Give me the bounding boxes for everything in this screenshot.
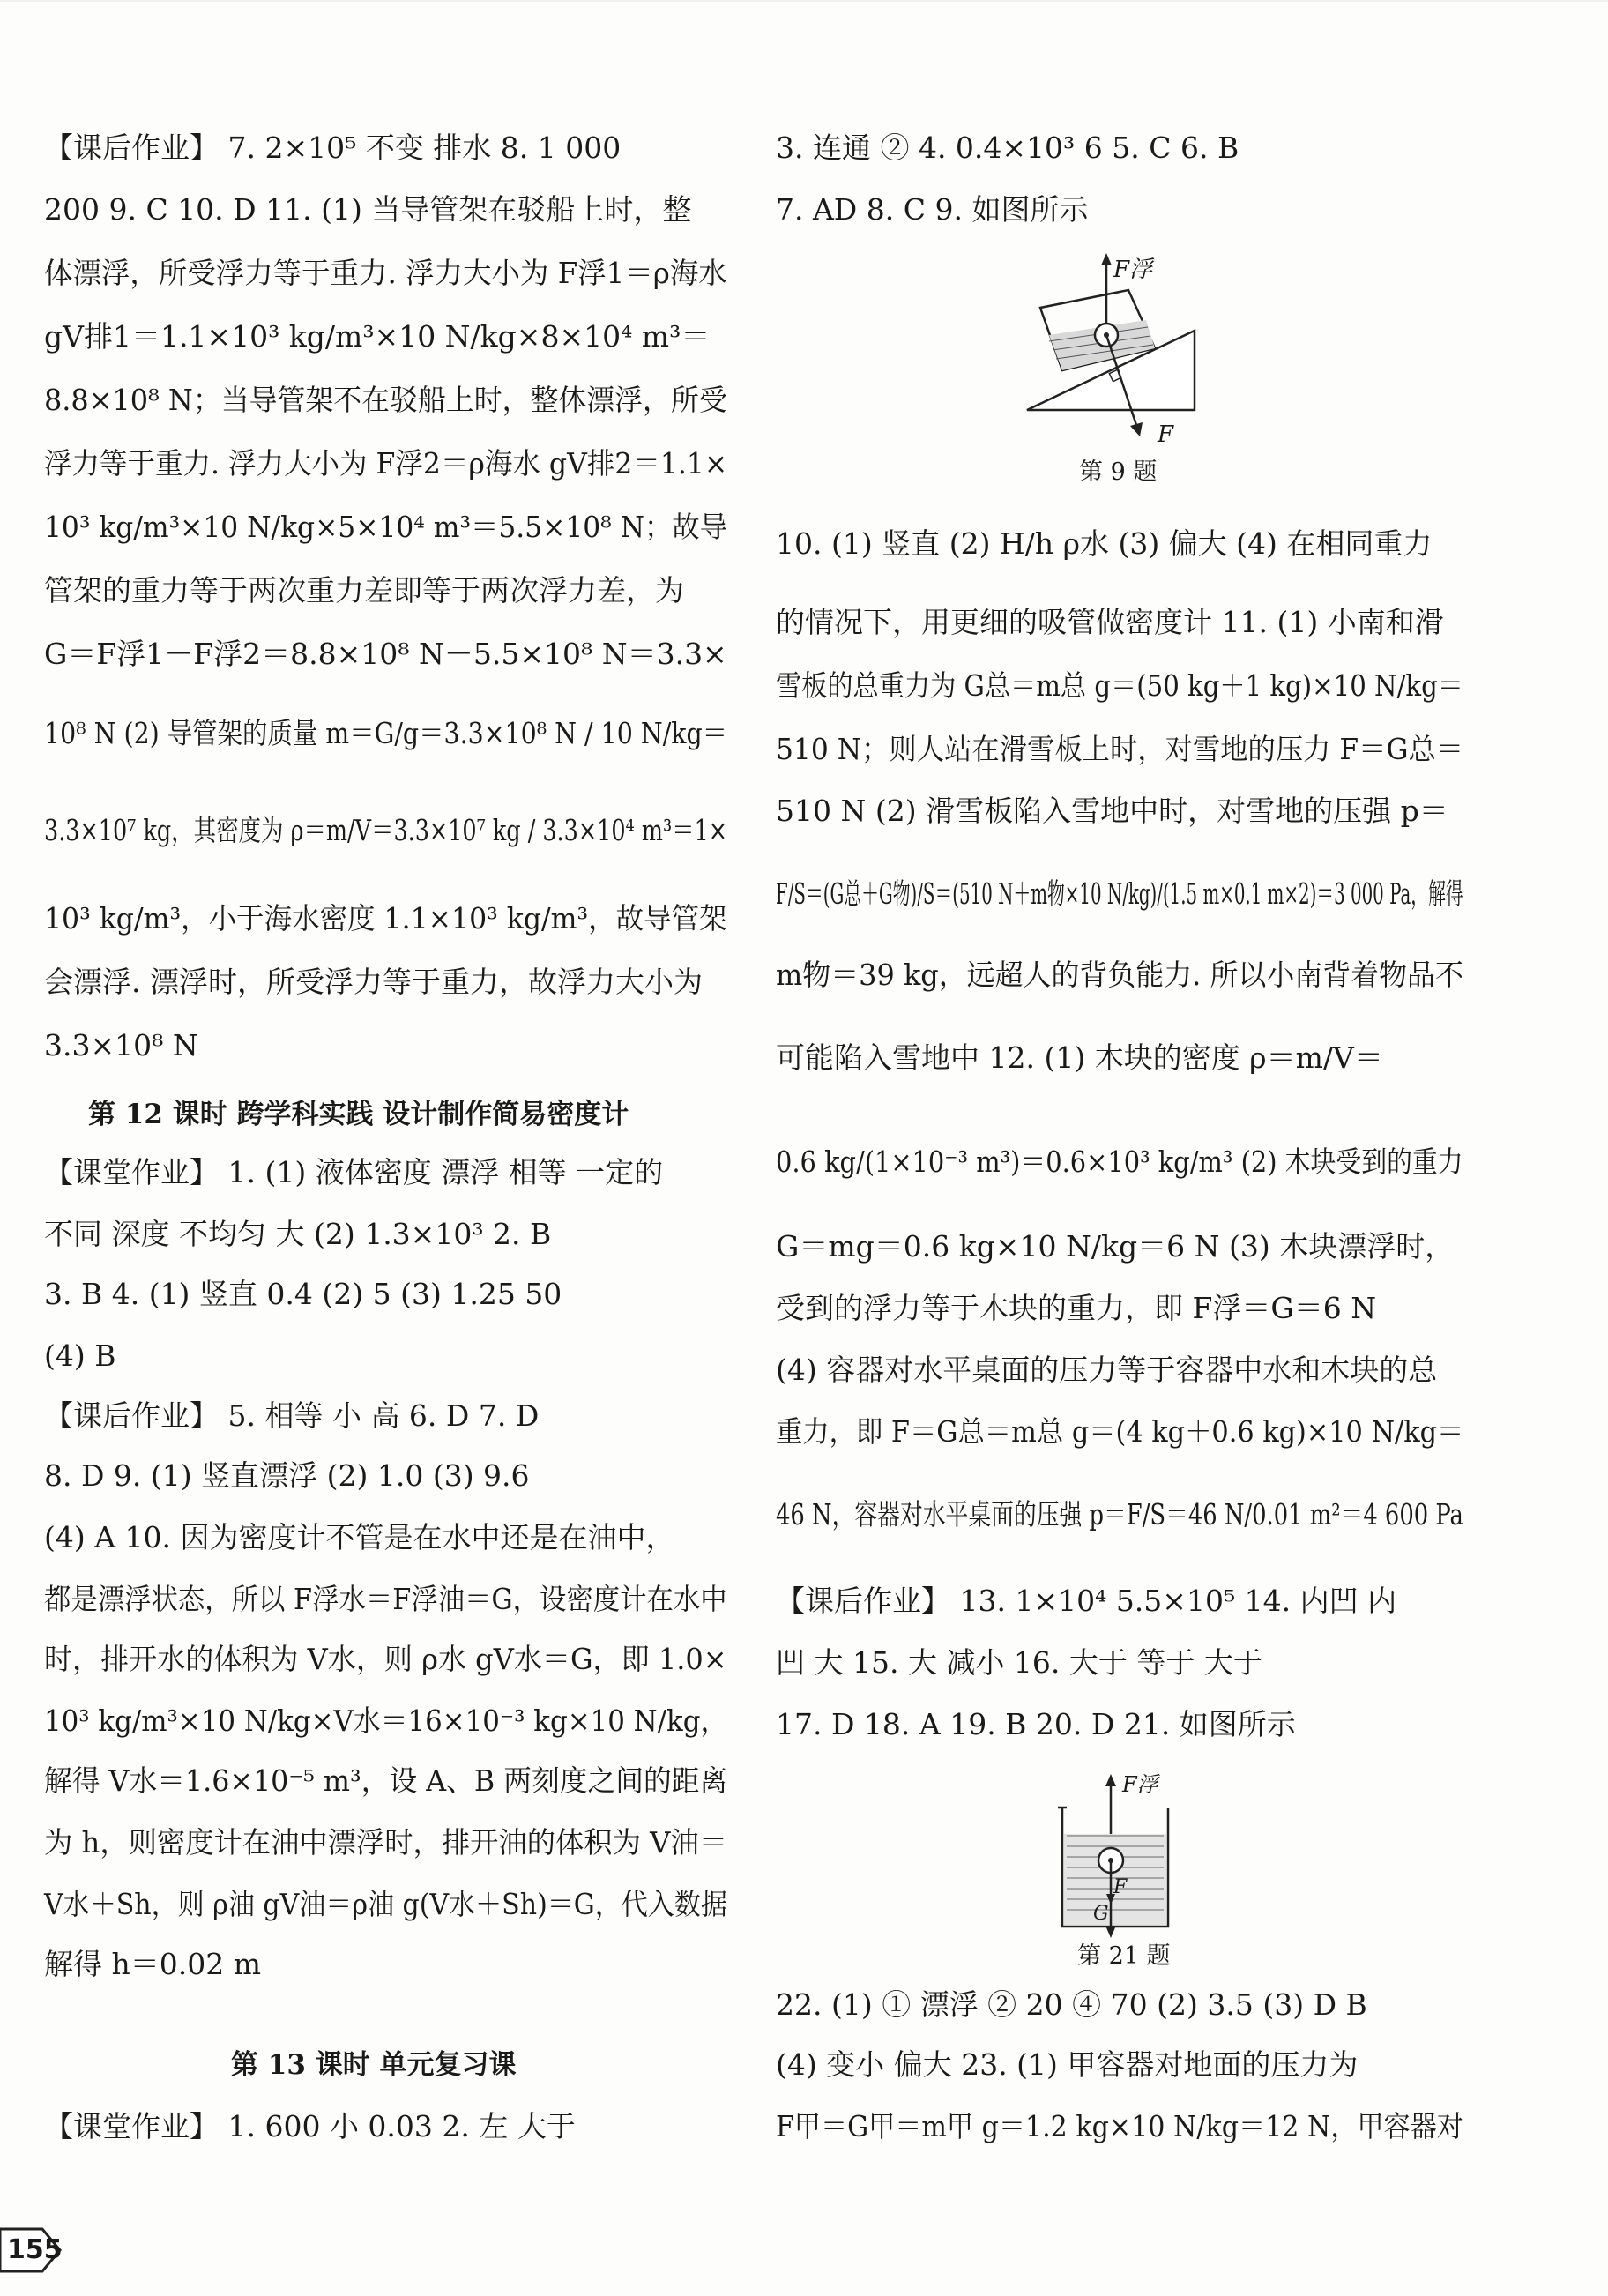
text-line: 解得 h＝0.02 m	[44, 1947, 262, 1981]
fig9-label-f: F	[1158, 421, 1174, 448]
arrow-head-up	[1106, 1774, 1116, 1786]
text-line: 17. D 18. A 19. B 20. D 21. 如图所示	[776, 1707, 1296, 1741]
fig21-label-f: F	[1113, 1876, 1128, 1898]
text-line: 10³ kg/m³，小于海水密度 1.1×10³ kg/m³，故导管架	[44, 901, 727, 936]
text-line: 体漂浮，所受浮力等于重力. 浮力大小为 F浮1＝ρ海水	[44, 256, 727, 290]
text-line: 8. D 9. (1) 竖直漂浮 (2) 1.0 (3) 9.6	[44, 1458, 530, 1493]
text-line: 10⁸ N (2) 导管架的质量 m＝G/g＝3.3×10⁸ N / 10 N/kg＝	[44, 716, 728, 750]
text-line: 3.3×10⁷ kg，其密度为 ρ＝m/V＝3.3×10⁷ kg / 3.3×10⁴ m³＝1×	[44, 813, 728, 847]
text-line: 3.3×10⁸ N	[44, 1028, 198, 1062]
text-line: m物＝39 kg，远超人的背负能力. 所以小南背着物品不	[776, 958, 1463, 992]
text-line: 510 N (2) 滑雪板陷入雪地中时，对雪地的压强 p＝	[776, 794, 1448, 828]
arrow-head-up	[1101, 253, 1112, 265]
fig9-caption: 第 9 题	[1079, 458, 1158, 486]
text-line: 200 9. C 10. D 11. (1) 当导管架在驳船上时，整	[44, 192, 692, 227]
text-line: 0.6 kg/(1×10⁻³ m³)＝0.6×10³ kg/m³ (2) 木块受到的重力	[776, 1144, 1463, 1179]
fig21-label-buoyancy: F浮	[1122, 1772, 1158, 1797]
text-line: 不同 深度 不均匀 大 (2) 1.3×10³ 2. B	[44, 1217, 552, 1251]
text-line: F甲＝G甲＝m甲 g＝1.2 kg×10 N/kg＝12 N，甲容器对	[776, 2109, 1463, 2143]
text-line: 重力，即 F＝G总＝m总 g＝(4 kg＋0.6 kg)×10 N/kg＝	[776, 1414, 1464, 1449]
text-line: 【课堂作业】 1. (1) 液体密度 漂浮 相等 一定的	[44, 1155, 664, 1189]
text-line: F/S＝(G总＋G物)/S＝(510 N＋m物×10 N/kg)/(1.5 m×0.1 m×2)＝3 000 Pa，解得	[776, 876, 1463, 911]
text-line: 510 N；则人站在滑雪板上时，对雪地的压力 F＝G总＝	[776, 732, 1464, 766]
text-line: 受到的浮力等于木块的重力，即 F浮＝G＝6 N	[776, 1291, 1377, 1325]
arrow-head-down	[1130, 422, 1143, 436]
text-line: 【课后作业】 5. 相等 小 高 6. D 7. D	[44, 1398, 540, 1433]
text-line: 为 h，则密度计在油中漂浮时，排开油的体积为 V油＝	[44, 1825, 728, 1860]
text-line: G＝F浮1－F浮2＝8.8×10⁸ N－5.5×10⁸ N＝3.3×	[44, 637, 727, 671]
lesson-13-heading: 第 13 课时 单元复习课	[231, 2049, 517, 2081]
fig21-caption: 第 21 题	[1077, 1942, 1171, 1970]
text-line: 7. AD 8. C 9. 如图所示	[776, 192, 1089, 227]
text-line: 的情况下，用更细的吸管做密度计 11. (1) 小南和滑	[776, 605, 1444, 639]
text-line: 10³ kg/m³×10 N/kg×5×10⁴ m³＝5.5×10⁸ N；故导	[44, 510, 727, 544]
page-number: 155	[7, 2234, 63, 2265]
lesson-13-line: 【课堂作业】 1. 600 小 0.03 2. 左 大于	[44, 2109, 576, 2143]
text-line: 会漂浮. 漂浮时，所受浮力等于重力，故浮力大小为	[44, 965, 703, 999]
text-line: (4) B	[44, 1338, 116, 1373]
text-line: 【课后作业】 13. 1×10⁴ 5.5×10⁵ 14. 内凹 内	[776, 1584, 1397, 1618]
text-line: 22. (1) ① 漂浮 ② 20 ④ 70 (2) 3.5 (3) D B	[776, 1987, 1367, 2022]
text-line: 解得 V水＝1.6×10⁻⁵ m³，设 A、B 两刻度之间的距离	[44, 1763, 728, 1798]
text-line: 10³ kg/m³×10 N/kg×V水＝16×10⁻³ kg×10 N/kg，	[44, 1703, 728, 1738]
text-line: 可能陷入雪地中 12. (1) 木块的密度 ρ＝m/V＝	[776, 1040, 1383, 1075]
text-line: (4) 变小 偏大 23. (1) 甲容器对地面的压力为	[776, 2047, 1359, 2082]
lesson-12-heading: 第 12 课时 跨学科实践 设计制作简易密度计	[88, 1099, 629, 1130]
text-line: 管架的重力等于两次重力差即等于两次浮力差，为	[44, 573, 684, 608]
text-line: gV排1＝1.1×10³ kg/m³×10 N/kg×8×10⁴ m³＝	[44, 319, 711, 354]
text-line: 都是漂浮状态，所以 F浮水＝F浮油＝G，设密度计在水中	[44, 1582, 727, 1616]
text-line: 10. (1) 竖直 (2) H/h ρ水 (3) 偏大 (4) 在相同重力	[776, 526, 1433, 561]
figure-21-diagram	[1049, 1772, 1181, 1940]
text-line: 雪板的总重力为 G总＝m总 g＝(50 kg＋1 kg)×10 N/kg＝	[776, 668, 1463, 703]
text-line: 46 N，容器对水平桌面的压强 p＝F/S＝46 N/0.01 m²＝4 600 Pa	[776, 1497, 1463, 1532]
text-line: 浮力等于重力. 浮力大小为 F浮2＝ρ海水 gV排2＝1.1×	[44, 446, 728, 481]
text-line: 8.8×10⁸ N；当导管架不在驳船上时，整体漂浮，所受	[44, 383, 727, 417]
text-line: V水＋Sh，则 ρ油 gV油＝ρ油 g(V水＋Sh)＝G，代入数据	[44, 1887, 727, 1921]
text-line: (4) A 10. 因为密度计不管是在水中还是在油中，	[44, 1520, 675, 1554]
page-top-edge	[0, 0, 1608, 2]
text-line: 3. B 4. (1) 竖直 0.4 (2) 5 (3) 1.25 50	[44, 1277, 562, 1311]
text-line: (4) 容器对水平桌面的压力等于容器中水和木块的总	[776, 1353, 1438, 1387]
text-line: 【课后作业】 7. 2×10⁵ 不变 排水 8. 1 000	[44, 130, 622, 165]
text-line: G＝mg＝0.6 kg×10 N/kg＝6 N (3) 木块漂浮时，	[776, 1229, 1455, 1264]
text-line: 时，排开水的体积为 V水，则 ρ水 gV水＝G，即 1.0×	[44, 1642, 727, 1676]
text-line: 凹 大 15. 大 减小 16. 大于 等于 大于	[776, 1645, 1262, 1680]
text-line: 3. 连通 ② 4. 0.4×10³ 6 5. C 6. B	[776, 130, 1240, 165]
fig9-label-buoyancy: F浮	[1113, 257, 1153, 283]
fig21-label-g: G	[1093, 1903, 1109, 1925]
